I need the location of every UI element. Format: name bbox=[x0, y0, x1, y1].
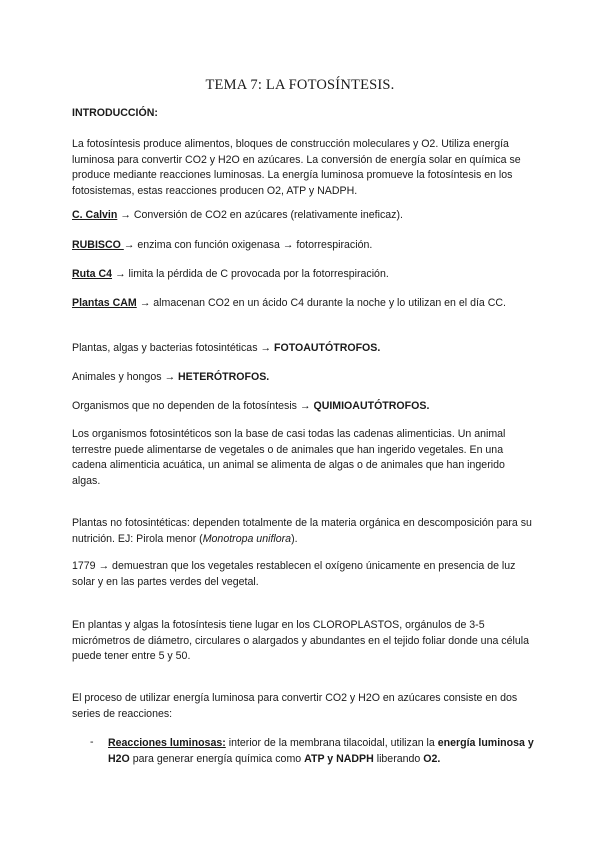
intro-heading: INTRODUCCIÓN: bbox=[72, 107, 158, 119]
bullet-bold-3: O2. bbox=[423, 752, 441, 765]
year-paragraph: 1779 → demuestran que los vegetales restablecen el oxígeno únicamente en presencia de luz solar y en las partes verdes del vegetal. bbox=[72, 560, 516, 588]
bullet-light-reactions bbox=[108, 736, 538, 767]
page-title: TEMA 7: LA FOTOSÍNTESIS. bbox=[205, 77, 395, 93]
term-cam bbox=[72, 296, 532, 312]
term-label: Plantas CAM bbox=[72, 297, 137, 309]
class-heterotrofos bbox=[72, 370, 532, 386]
class-label: HETERÓTROFOS. bbox=[178, 371, 270, 383]
bullet-dash: - bbox=[90, 736, 94, 748]
bullet-text-1: interior de la membrana tilacoidal, utilizan la bbox=[225, 737, 438, 749]
term-label: C. Calvin bbox=[72, 209, 118, 221]
term-text: → limita la pérdida de C provocada por la fotorrespiración. bbox=[112, 268, 389, 280]
process-paragraph: El proceso de utilizar energía luminosa para convertir CO2 y H2O en azúcares consiste en dos series de reacciones: bbox=[72, 692, 518, 720]
chloroplast-paragraph: En plantas y algas la fotosíntesis tiene lugar en los CLOROPLASTOS, orgánulos de 3-5 micrómetros de diámetro, circulares o alargados y abundantes en el tejido foliar donde una célula puede tener entre 5 y 50. bbox=[72, 619, 529, 663]
non-photosynthetic-paragraph bbox=[72, 516, 532, 547]
species-name: Monotropa uniflora bbox=[202, 532, 292, 545]
term-label: RUBISCO bbox=[72, 239, 124, 251]
class-label: QUIMIOAUTÓTROFOS. bbox=[313, 400, 430, 412]
bullet-text-2: para generar energía química como bbox=[129, 752, 305, 765]
class-text: Plantas, algas y bacterias fotosintéticas → bbox=[72, 342, 274, 354]
non-photo-end: ). bbox=[291, 532, 298, 545]
term-text: → Conversión de CO2 en azúcares (relativamente ineficaz). bbox=[117, 209, 403, 221]
bullet-text-3: liberando bbox=[373, 752, 424, 765]
class-label: FOTOAUTÓTROFOS. bbox=[273, 342, 381, 354]
bullet-term: Reacciones luminosas: bbox=[108, 737, 226, 749]
term-label: Ruta C4 bbox=[72, 268, 113, 280]
term-text: → almacenan CO2 en un ácido C4 durante la noche y lo utilizan en el día CC. bbox=[136, 297, 506, 309]
term-c4 bbox=[72, 267, 532, 283]
non-photo-text: Plantas no fotosintéticas: dependen totalmente de la materia orgánica en descomposición para su nutrición. EJ: Pirola menor ( bbox=[72, 517, 532, 545]
term-text: → enzima con función oxigenasa → fotorrespiración. bbox=[123, 239, 373, 251]
class-quimioautotrofos bbox=[72, 399, 532, 415]
food-chain-paragraph: Los organismos fotosintéticos son la base de casi todas las cadenas alimenticias. Un animal terrestre puede alimentarse de vegetales o de animales que han ingerido vegetales. En una cadena alimenticia acuática, un animal se alimenta de algas o de animales que han ingerido algas. bbox=[72, 428, 506, 487]
bullet-bold-2: ATP y NADPH bbox=[304, 752, 374, 765]
bullet-bold-1: energía luminosa y H2O bbox=[108, 737, 534, 765]
term-calvin bbox=[72, 208, 532, 224]
intro-paragraph: La fotosíntesis produce alimentos, bloques de construcción moleculares y O2. Utiliza energía luminosa para convertir CO2 y H2O en azúcares. La conversión de energía solar en química se produce mediante reacciones luminosas. La energía luminosa promueve la fotosíntesis en los fotosistemas, estas reacciones producen O2, ATP y NADPH. bbox=[72, 138, 521, 197]
class-fotoautotrofos bbox=[72, 341, 532, 357]
class-text: Organismos que no dependen de la fotosíntesis → bbox=[72, 400, 314, 412]
class-text: Animales y hongos → bbox=[72, 371, 178, 383]
term-rubisco bbox=[72, 238, 532, 254]
